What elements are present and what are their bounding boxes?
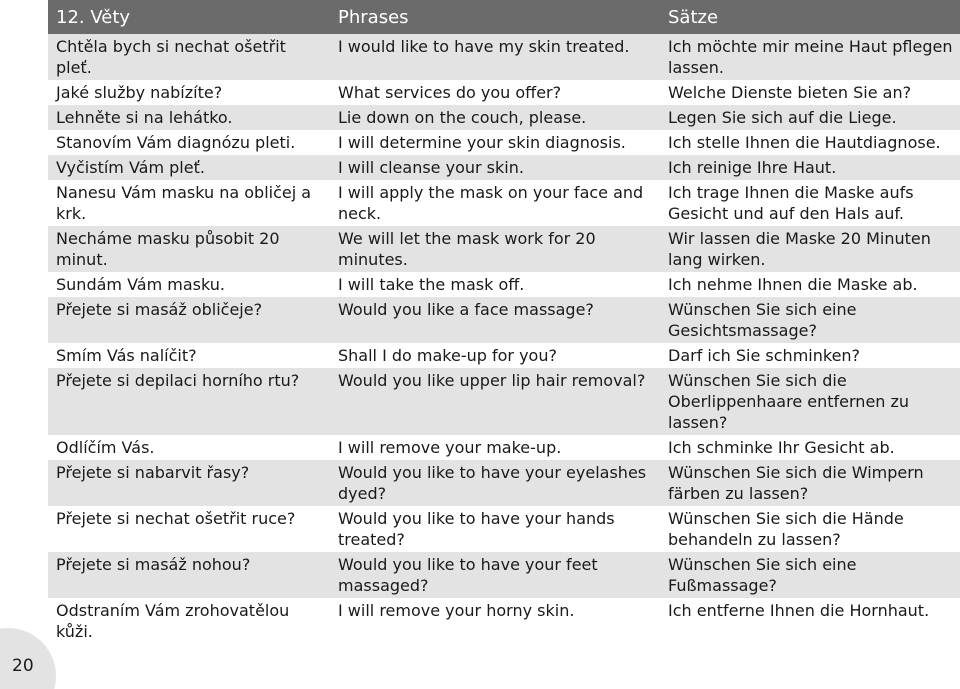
cell-german: Wir lassen die Maske 20 Minuten lang wirken. [660,226,960,272]
cell-german: Ich entferne Ihnen die Hornhaut. [660,598,960,644]
page-number: 20 [12,656,34,676]
table-row [48,272,960,297]
header-german: Sätze [660,0,960,34]
cell-english: Would you like to have your feet massaged? [330,552,660,598]
cell-czech: Jaké služby nabízíte? [48,80,330,105]
table-header-row [48,0,960,34]
table-row [48,506,960,552]
table-row [48,435,960,460]
table-row [48,130,960,155]
cell-german: Ich schminke Ihr Gesicht ab. [660,435,960,460]
cell-czech: Lehněte si na lehátko. [48,105,330,130]
table-row [48,80,960,105]
cell-german: Ich reinige Ihre Haut. [660,155,960,180]
cell-czech: Přejete si masáž nohou? [48,552,330,598]
cell-english: Would you like upper lip hair removal? [330,368,660,435]
cell-german: Wünschen Sie sich die Hände behandeln zu lassen? [660,506,960,552]
cell-german: Welche Dienste bieten Sie an? [660,80,960,105]
cell-german: Ich möchte mir meine Haut pflegen lassen. [660,34,960,80]
cell-english: I will remove your make-up. [330,435,660,460]
cell-english: We will let the mask work for 20 minutes. [330,226,660,272]
cell-czech: Přejete si nechat ošetřit ruce? [48,506,330,552]
cell-english: Lie down on the couch, please. [330,105,660,130]
cell-english: I will remove your horny skin. [330,598,660,644]
cell-german: Wünschen Sie sich die Wimpern färben zu lassen? [660,460,960,506]
cell-english: I would like to have my skin treated. [330,34,660,80]
cell-czech: Necháme masku působit 20 minut. [48,226,330,272]
cell-english: I will cleanse your skin. [330,155,660,180]
cell-german: Darf ich Sie schminken? [660,343,960,368]
cell-english: Would you like to have your hands treated? [330,506,660,552]
cell-czech: Přejete si nabarvit řasy? [48,460,330,506]
cell-english: Shall I do make-up for you? [330,343,660,368]
cell-english: I will apply the mask on your face and neck. [330,180,660,226]
header-czech: 12. Věty [48,0,330,34]
header-english: Phrases [330,0,660,34]
table-row [48,368,960,435]
cell-english: I will determine your skin diagnosis. [330,130,660,155]
cell-german: Wünschen Sie sich die Oberlippenhaare entfernen zu lassen? [660,368,960,435]
cell-czech: Stanovím Vám diagnózu pleti. [48,130,330,155]
cell-english: Would you like a face massage? [330,297,660,343]
table-row [48,34,960,80]
table-row [48,552,960,598]
cell-czech: Smím Vás nalíčit? [48,343,330,368]
cell-english: Would you like to have your eyelashes dyed? [330,460,660,506]
table-row [48,226,960,272]
table-body [48,34,960,644]
cell-czech: Přejete si masáž obličeje? [48,297,330,343]
cell-german: Ich stelle Ihnen die Hautdiagnose. [660,130,960,155]
table-row [48,180,960,226]
table-row [48,460,960,506]
table-row [48,343,960,368]
cell-czech: Sundám Vám masku. [48,272,330,297]
cell-german: Ich nehme Ihnen die Maske ab. [660,272,960,297]
phrase-table [48,0,960,644]
cell-german: Wünschen Sie sich eine Fußmassage? [660,552,960,598]
cell-czech: Nanesu Vám masku na obličej a krk. [48,180,330,226]
cell-czech: Chtěla bych si nechat ošetřit pleť. [48,34,330,80]
cell-czech: Přejete si depilaci horního rtu? [48,368,330,435]
cell-german: Ich trage Ihnen die Maske aufs Gesicht und auf den Hals auf. [660,180,960,226]
table-row [48,598,960,644]
cell-german: Wünschen Sie sich eine Gesichtsmassage? [660,297,960,343]
cell-german: Legen Sie sich auf die Liege. [660,105,960,130]
cell-czech: Odlíčím Vás. [48,435,330,460]
cell-english: I will take the mask off. [330,272,660,297]
cell-czech: Vyčistím Vám pleť. [48,155,330,180]
table-row [48,297,960,343]
phrase-table-container [48,0,960,644]
table-row [48,105,960,130]
cell-czech: Odstraním Vám zrohovatělou kůži. [48,598,330,644]
table-row [48,155,960,180]
cell-english: What services do you offer? [330,80,660,105]
